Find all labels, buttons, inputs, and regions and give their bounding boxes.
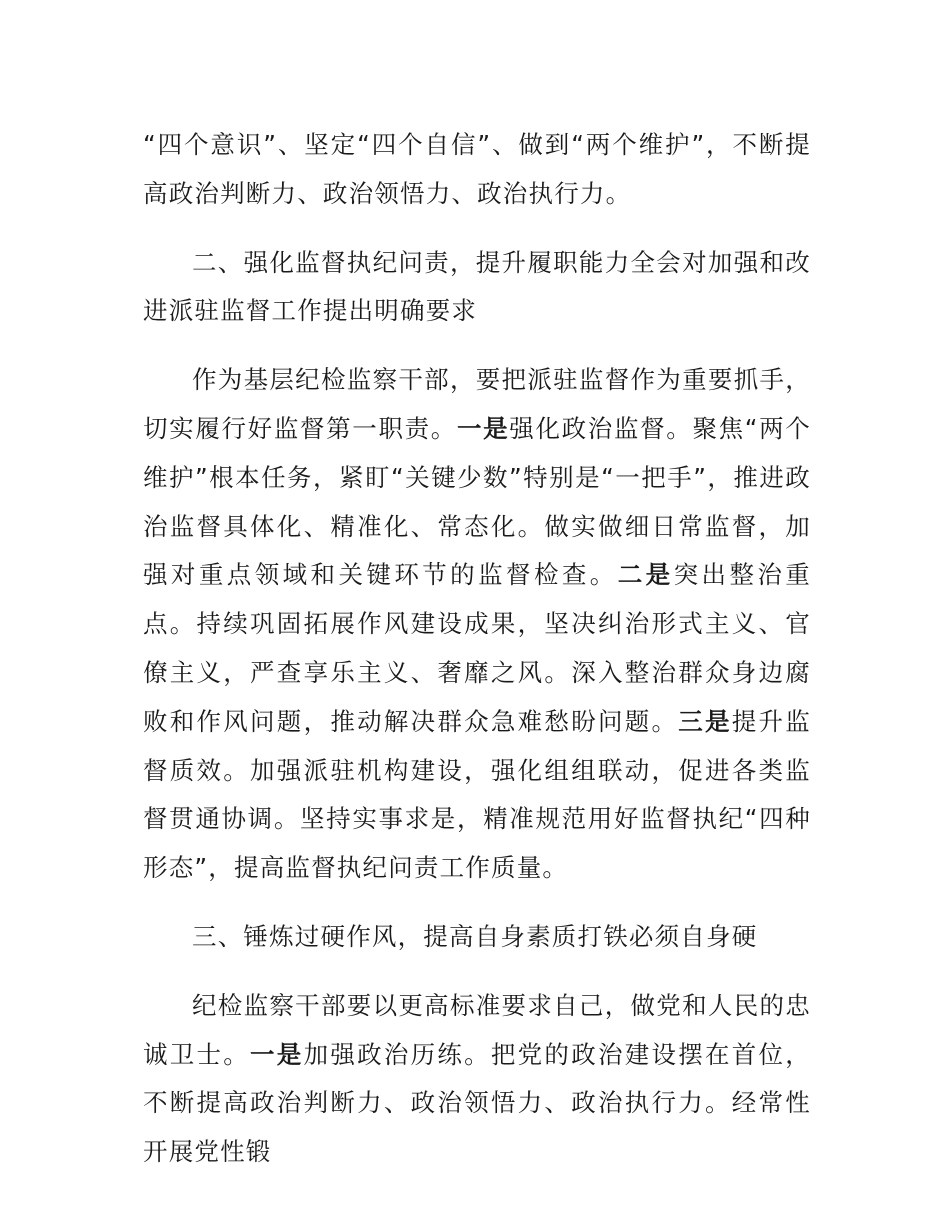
paragraph-supervision: [143, 356, 811, 893]
heading-text: 二、强化监督执纪问责，提升履职能力全会对加强和改进派驻监督工作提出明确要求: [143, 247, 811, 326]
paragraph-text: 加强政治历练。把党的政治建设摆在首位，不断提高政治判断力、政治领悟力、政治执行力。经常性开展党性锻: [143, 1039, 811, 1167]
paragraph-text: 纪检监察干部要以更高标准要求自己，做党和人民的忠诚卫士。: [143, 990, 811, 1069]
paragraph-text: 提升监督质效。加强派驻机构建设，强化组组联动，促进各类监督贯通协调。坚持实事求是，精准规范用好监督执纪“四种形态”，提高监督执纪问责工作质量。: [143, 706, 812, 883]
emphasis-label: 一是: [456, 413, 510, 443]
paragraph-text: “四个意识”、坚定“四个自信”、做到“两个维护”，不断提高政治判断力、政治领悟力、政治执行力。: [143, 130, 811, 208]
emphasis-label: 二是: [617, 560, 674, 590]
emphasis-label: 一是: [250, 1039, 304, 1069]
paragraph-style: [143, 982, 811, 1177]
heading-text: 三、锤炼过硬作风，提高自身素质打铁必须自身硬: [192, 921, 758, 951]
section-heading-2: [143, 239, 811, 337]
emphasis-label: 三是: [678, 706, 732, 736]
document-page: [143, 121, 811, 1177]
paragraph-text: 突出整治重点。持续巩固拓展作风建设成果，坚决纠治形式主义、官僚主义，严查享乐主义、奢靡之风。深入整治群众身边腐败和作风问题，推动解决群众急难愁盼问题。: [143, 560, 811, 736]
paragraph-continuation: [143, 121, 811, 219]
section-heading-3: [143, 913, 811, 962]
paragraph-text: 作为基层纪检监察干部，要把派驻监督作为重要抓手，切实履行好监督第一职责。: [143, 365, 811, 443]
paragraph-text: 强化政治监督。聚焦“两个维护”根本任务，紧盯“关键少数”特别是“一把手”，推进政治监督具体化、精准化、常态化。做实做细日常监督，加强对重点领域和关键环节的监督检查。: [143, 413, 811, 590]
